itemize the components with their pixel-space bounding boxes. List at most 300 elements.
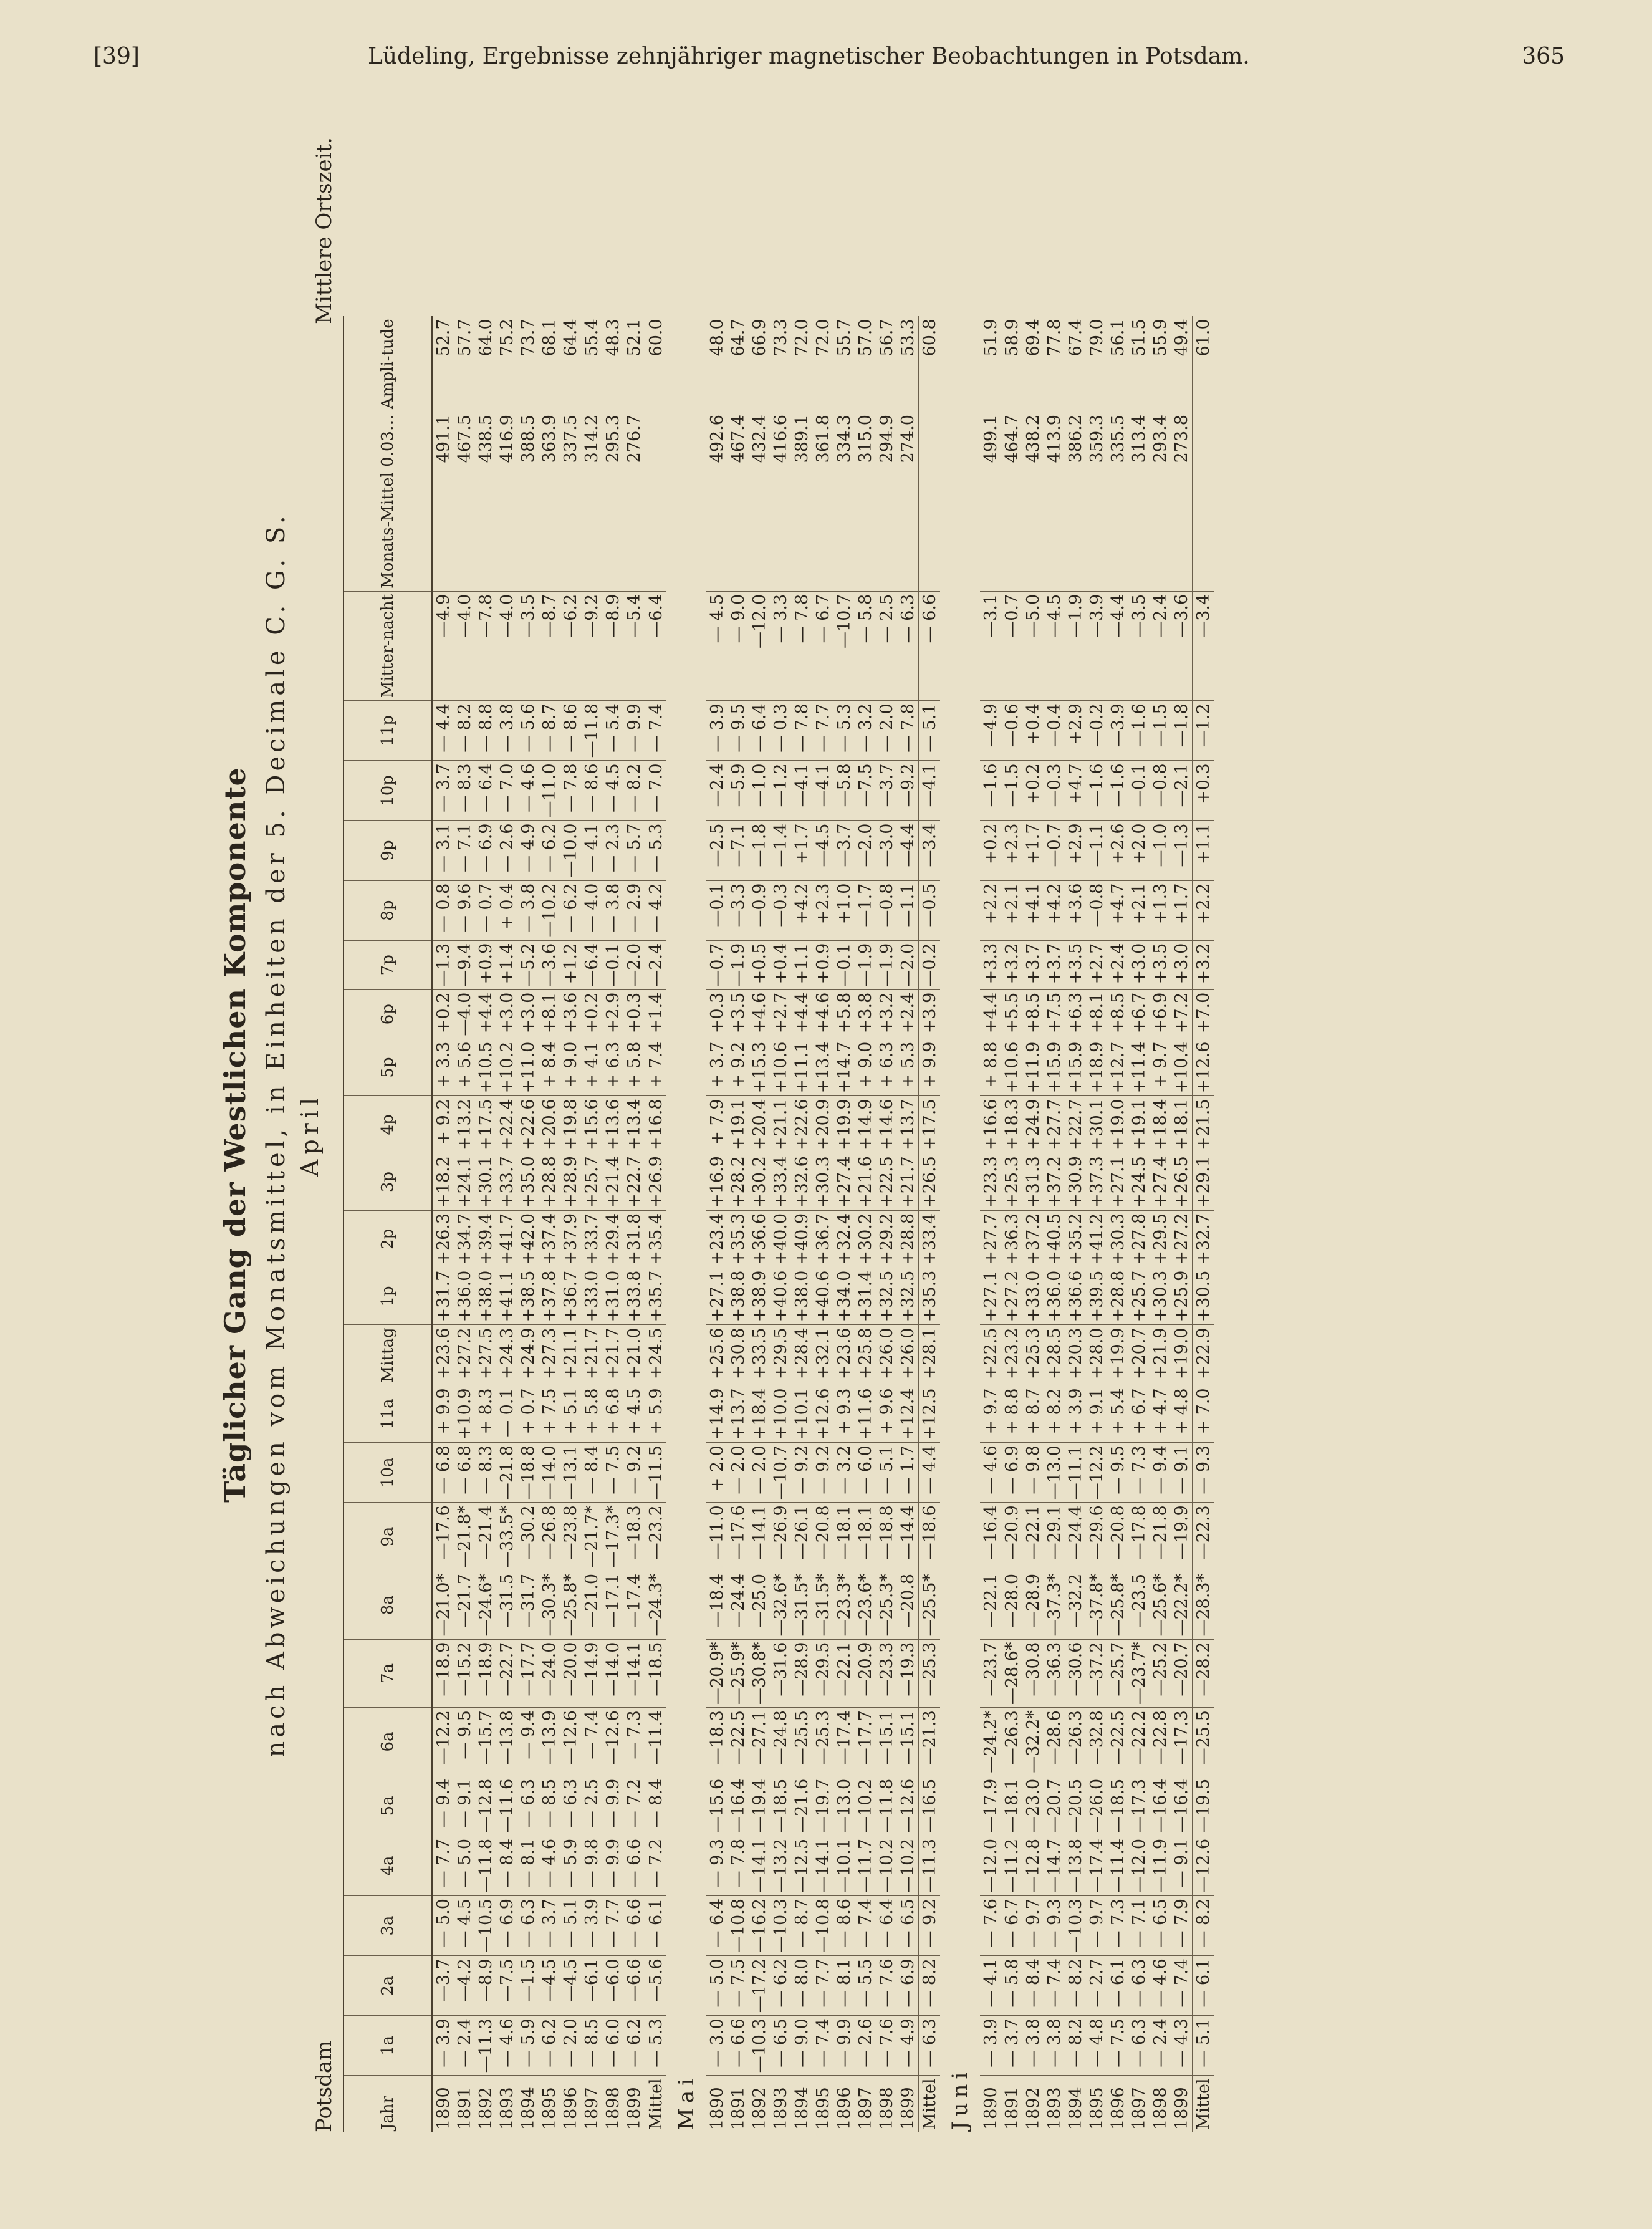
- value-cell: —15.1: [897, 1708, 919, 1776]
- mittel-cell: +29.1: [1193, 1153, 1214, 1211]
- value-cell: 75.2: [496, 316, 517, 412]
- value-cell: —28.9: [791, 1639, 812, 1708]
- value-cell: — 8.6: [833, 1896, 855, 1956]
- value-cell: — 6.1: [1107, 1956, 1128, 2016]
- value-cell: —0.7: [1001, 591, 1022, 700]
- value-cell: 77.8: [1044, 316, 1065, 412]
- value-cell: —4.2: [454, 1956, 475, 2016]
- value-cell: — 8.3: [475, 1443, 496, 1503]
- value-cell: +15.9: [1044, 1039, 1065, 1096]
- value-cell: +37.2: [1044, 1153, 1065, 1211]
- mittel-cell: —18.5: [645, 1639, 667, 1708]
- value-cell: — 9.8: [1022, 1443, 1044, 1503]
- value-cell: — 6.3: [1128, 1956, 1150, 2016]
- value-cell: —18.1: [833, 1503, 855, 1571]
- value-cell: — 2.4: [454, 2016, 475, 2076]
- value-cell: — 9.9: [602, 1776, 623, 1836]
- column-header: Mittag: [343, 1325, 432, 1385]
- value-cell: — 6.2: [539, 821, 560, 880]
- table-row: [454, 316, 475, 2132]
- year-cell: 1893: [1044, 2087, 1064, 2130]
- value-cell: —10.5: [475, 1896, 496, 1956]
- column-header: 10a: [343, 1443, 432, 1503]
- value-cell: —4.1: [812, 761, 833, 821]
- value-cell: —1.3: [1171, 821, 1193, 880]
- value-cell: +4.2: [1044, 880, 1065, 940]
- value-cell: + 8.8: [1001, 1385, 1022, 1443]
- value-cell: +39.5: [1086, 1268, 1107, 1325]
- value-cell: — 4.9: [897, 2016, 919, 2076]
- value-cell: +28.0: [1086, 1325, 1107, 1385]
- value-cell: —0.4: [1044, 701, 1065, 761]
- value-cell: 64.7: [728, 316, 749, 412]
- value-cell: — 2.5: [876, 591, 897, 700]
- value-cell: + 5.6: [454, 1039, 475, 1096]
- value-cell: +4.2: [791, 880, 812, 940]
- value-cell: +38.5: [517, 1268, 539, 1325]
- value-cell: — 9.6: [454, 880, 475, 940]
- value-cell: — 8.4: [496, 1836, 517, 1895]
- value-cell: —14.7: [1044, 1836, 1065, 1895]
- mittel-cell: —16.5: [919, 1776, 941, 1836]
- value-cell: + 3.9: [1065, 1385, 1086, 1443]
- value-cell: — 9.4: [432, 1776, 454, 1836]
- year-cell: 1893: [771, 2087, 790, 2130]
- value-cell: —12.6: [897, 1776, 919, 1836]
- value-cell: — 5.6: [517, 701, 539, 761]
- mittel-cell: 60.8: [919, 316, 941, 412]
- value-cell: — 3.9: [581, 1896, 602, 1956]
- mittel-cell: — 6.6: [919, 591, 941, 700]
- value-cell: — 7.5: [1107, 2016, 1128, 2076]
- value-cell: +38.9: [749, 1268, 770, 1325]
- value-cell: —0.1: [706, 880, 728, 940]
- value-cell: +28.5: [1044, 1325, 1065, 1385]
- value-cell: +35.2: [1065, 1210, 1086, 1268]
- value-cell: — 7.5: [602, 1443, 623, 1503]
- column-header: 7a: [343, 1639, 432, 1708]
- value-cell: —22.2*: [1171, 1571, 1193, 1639]
- value-cell: —12.2: [432, 1708, 454, 1776]
- value-cell: — 5.9: [560, 1836, 581, 1895]
- value-cell: +7.5: [1044, 989, 1065, 1039]
- table-row: [1086, 316, 1107, 2132]
- value-cell: 467.4: [728, 412, 749, 592]
- value-cell: —13.8: [1065, 1836, 1086, 1895]
- value-cell: —0.8: [1150, 761, 1171, 821]
- year-cell: 1898: [876, 2087, 896, 2130]
- value-cell: 48.3: [602, 316, 623, 412]
- value-cell: +14.6: [876, 1096, 897, 1153]
- value-cell: —25.9*: [728, 1639, 749, 1708]
- value-cell: —26.3: [1001, 1708, 1022, 1776]
- value-cell: +14.9: [855, 1096, 876, 1153]
- value-cell: + 5.1: [560, 1385, 581, 1443]
- value-cell: —17.2: [749, 1956, 770, 2016]
- value-cell: —1.0: [1150, 821, 1171, 880]
- year-cell: 1895: [813, 2087, 833, 2130]
- year-cell: 1894: [518, 2087, 538, 2130]
- value-cell: — 6.4: [876, 1896, 897, 1956]
- value-cell: — 4.9: [517, 821, 539, 880]
- value-cell: +10.0: [770, 1385, 791, 1443]
- value-cell: — 8.1: [517, 1836, 539, 1895]
- value-cell: +0.2: [581, 989, 602, 1039]
- value-cell: —1.9: [855, 940, 876, 989]
- value-cell: —2.1: [1171, 761, 1193, 821]
- value-cell: —21.7: [454, 1571, 475, 1639]
- value-cell: +16.6: [980, 1096, 1001, 1153]
- value-cell: — 7.1: [454, 821, 475, 880]
- value-cell: +31.8: [623, 1210, 645, 1268]
- mittel-cell: —25.3: [919, 1639, 941, 1708]
- mittel-cell: —2.4: [645, 940, 667, 989]
- value-cell: —8.9: [602, 591, 623, 700]
- value-cell: —3.7: [833, 821, 855, 880]
- value-cell: + 5.4: [1107, 1385, 1128, 1443]
- value-cell: — 3.7: [539, 1896, 560, 1956]
- value-cell: —0.7: [706, 940, 728, 989]
- value-cell: — 9.2: [812, 1443, 833, 1503]
- value-cell: +25.7: [1128, 1268, 1150, 1325]
- value-cell: +4.7: [1065, 761, 1086, 821]
- mittel-cell: + 9.9: [919, 1039, 941, 1096]
- column-header: 8a: [343, 1571, 432, 1639]
- value-cell: +4.4: [980, 989, 1001, 1039]
- mittel-cell: +26.5: [919, 1153, 941, 1211]
- mittel-cell: —22.3: [1193, 1503, 1214, 1571]
- value-cell: —31.6: [770, 1639, 791, 1708]
- value-cell: +2.9: [1065, 821, 1086, 880]
- value-cell: +13.2: [454, 1096, 475, 1153]
- table-row: [1128, 316, 1150, 2132]
- year-cell: 1894: [1065, 2087, 1085, 2130]
- value-cell: —5.4: [623, 591, 645, 700]
- value-cell: +40.6: [812, 1268, 833, 1325]
- value-cell: +3.0: [496, 989, 517, 1039]
- running-title: Lüdeling, Ergebnisse zehnjähriger magnetischer Beobachtungen in Potsdam.: [368, 44, 1250, 69]
- value-cell: — 3.8: [1022, 2016, 1044, 2076]
- value-cell: +5.8: [833, 989, 855, 1039]
- year-cell: 1896: [1108, 2087, 1128, 2130]
- value-cell: —10.3: [1065, 1896, 1086, 1956]
- value-cell: +23.2: [1001, 1325, 1022, 1385]
- value-cell: +30.2: [749, 1153, 770, 1211]
- value-cell: +27.2: [454, 1325, 475, 1385]
- value-cell: —30.6: [1065, 1639, 1086, 1708]
- value-cell: +6.7: [1128, 989, 1150, 1039]
- value-cell: +17.5: [475, 1096, 496, 1153]
- value-cell: +8.1: [539, 989, 560, 1039]
- mittel-cell: —18.6: [919, 1503, 941, 1571]
- value-cell: —37.8*: [1086, 1571, 1107, 1639]
- value-cell: —30.2: [517, 1503, 539, 1571]
- value-cell: —25.3: [812, 1708, 833, 1776]
- value-cell: 55.7: [833, 316, 855, 412]
- value-cell: —6.0: [602, 1956, 623, 2016]
- value-cell: —14.1: [623, 1639, 645, 1708]
- value-cell: + 8.7: [1022, 1385, 1044, 1443]
- value-cell: — 8.7: [539, 701, 560, 761]
- value-cell: + 6.3: [876, 1039, 897, 1096]
- value-cell: +14.7: [833, 1039, 855, 1096]
- mittel-cell: — 8.2: [919, 1956, 941, 2016]
- value-cell: +25.8: [855, 1325, 876, 1385]
- mittel-cell: +1.4: [645, 989, 667, 1039]
- value-cell: —10.3: [770, 1896, 791, 1956]
- value-cell: +30.3: [1107, 1210, 1128, 1268]
- value-cell: +21.7: [897, 1153, 919, 1211]
- mittel-cell: [919, 412, 941, 592]
- value-cell: 64.0: [475, 316, 496, 412]
- value-cell: — 8.5: [581, 2016, 602, 2076]
- value-cell: — 7.6: [876, 1956, 897, 2016]
- table-subtitle: nach Abweichungen vom Monatsmittel, in Einheiten der 5. Decimale C. G. S.: [262, 512, 291, 1758]
- mittel-cell: — 5.1: [919, 701, 941, 761]
- value-cell: —5.8: [833, 761, 855, 821]
- value-cell: — 9.9: [602, 1836, 623, 1895]
- value-cell: +3.7: [1022, 940, 1044, 989]
- value-cell: —20.8: [897, 1571, 919, 1639]
- value-cell: —0.1: [833, 940, 855, 989]
- value-cell: —16.4: [1171, 1776, 1193, 1836]
- value-cell: — 7.4: [855, 1896, 876, 1956]
- value-cell: — 6.2: [623, 2016, 645, 2076]
- value-cell: —0.9: [749, 880, 770, 940]
- value-cell: — 7.0: [496, 761, 517, 821]
- value-cell: — 5.0: [454, 1836, 475, 1895]
- value-cell: —24.6*: [475, 1571, 496, 1639]
- value-cell: + 0.7: [517, 1385, 539, 1443]
- mittel-cell: +35.7: [645, 1268, 667, 1325]
- value-cell: +2.7: [770, 989, 791, 1039]
- value-cell: — 5.1: [876, 1443, 897, 1503]
- value-cell: +27.5: [475, 1325, 496, 1385]
- value-cell: — 9.7: [1086, 1896, 1107, 1956]
- value-cell: —0.3: [1044, 761, 1065, 821]
- value-cell: — 9.9: [833, 2016, 855, 2076]
- value-cell: +37.4: [539, 1210, 560, 1268]
- value-cell: —15.2: [454, 1639, 475, 1708]
- value-cell: +4.7: [1107, 880, 1128, 940]
- value-cell: —22.1: [980, 1571, 1001, 1639]
- value-cell: +4.6: [749, 989, 770, 1039]
- value-cell: —12.8: [475, 1776, 496, 1836]
- value-cell: —4.5: [812, 821, 833, 880]
- value-cell: —1.9: [728, 940, 749, 989]
- value-cell: — 5.4: [602, 701, 623, 761]
- mittel-cell: +32.7: [1193, 1210, 1214, 1268]
- value-cell: +0.4: [770, 940, 791, 989]
- value-cell: —0.7: [1044, 821, 1065, 880]
- value-cell: +18.4: [1150, 1096, 1171, 1153]
- value-cell: +37.2: [1022, 1210, 1044, 1268]
- value-cell: +24.9: [1022, 1096, 1044, 1153]
- value-cell: —19.4: [749, 1776, 770, 1836]
- value-cell: —3.6: [1171, 591, 1193, 700]
- value-cell: —0.2: [1086, 701, 1107, 761]
- value-cell: 57.0: [855, 316, 876, 412]
- value-cell: — 4.6: [517, 761, 539, 821]
- value-cell: — 4.6: [1150, 1956, 1171, 2016]
- value-cell: 49.4: [1171, 316, 1193, 412]
- value-cell: —4.5: [560, 1956, 581, 2016]
- value-cell: —12.2: [1086, 1443, 1107, 1503]
- value-cell: +19.0: [1107, 1096, 1128, 1153]
- value-cell: +13.6: [602, 1096, 623, 1153]
- value-cell: —37.2: [1086, 1639, 1107, 1708]
- value-cell: —13.0: [833, 1776, 855, 1836]
- value-cell: —20.9: [1001, 1503, 1022, 1571]
- value-cell: +4.6: [812, 989, 833, 1039]
- value-cell: +22.7: [623, 1153, 645, 1211]
- value-cell: +30.2: [855, 1210, 876, 1268]
- value-cell: —1.6: [1107, 761, 1128, 821]
- value-cell: +24.1: [454, 1153, 475, 1211]
- value-cell: +23.6: [833, 1325, 855, 1385]
- value-cell: —1.5: [1001, 761, 1022, 821]
- value-cell: +10.6: [770, 1039, 791, 1096]
- value-cell: +3.5: [728, 989, 749, 1039]
- value-cell: — 7.3: [1128, 1443, 1150, 1503]
- value-cell: +26.0: [876, 1325, 897, 1385]
- year-cell: 1897: [582, 2087, 602, 2130]
- value-cell: — 3.9: [432, 2016, 454, 2076]
- value-cell: —11.8: [581, 701, 602, 761]
- value-cell: — 6.2: [560, 880, 581, 940]
- value-cell: — 8.8: [475, 701, 496, 761]
- value-cell: —12.0: [749, 591, 770, 700]
- value-cell: —1.9: [1065, 591, 1086, 700]
- value-cell: — 9.1: [1171, 1443, 1193, 1503]
- value-cell: — 7.7: [812, 701, 833, 761]
- value-cell: — 9.2: [623, 1443, 645, 1503]
- value-cell: 273.8: [1171, 412, 1193, 592]
- value-cell: —8.9: [475, 1956, 496, 2016]
- year-cell: 1894: [792, 2087, 812, 2130]
- value-cell: —23.5: [1128, 1571, 1150, 1639]
- value-cell: — 7.8: [791, 591, 812, 700]
- month-label: Mai: [674, 2074, 699, 2130]
- value-cell: +28.8: [539, 1153, 560, 1211]
- mittel-cell: +21.5: [1193, 1096, 1214, 1153]
- table-row: [496, 316, 517, 2132]
- value-cell: 57.7: [454, 316, 475, 412]
- value-cell: —12.8: [1022, 1836, 1044, 1895]
- value-cell: +20.6: [539, 1096, 560, 1153]
- value-cell: — 8.4: [581, 1443, 602, 1503]
- value-cell: + 7.9: [706, 1096, 728, 1153]
- table-row: [1171, 316, 1193, 2132]
- value-cell: —9.4: [454, 940, 475, 989]
- value-cell: 69.4: [1022, 316, 1044, 412]
- value-cell: —15.7: [475, 1708, 496, 1776]
- value-cell: —22.2: [1128, 1708, 1150, 1776]
- value-cell: —18.9: [475, 1639, 496, 1708]
- value-cell: —18.3: [706, 1708, 728, 1776]
- value-cell: —11.9: [1150, 1836, 1171, 1895]
- month-label: Juni: [948, 2067, 972, 2130]
- value-cell: —20.9*: [706, 1639, 728, 1708]
- value-cell: —32.8: [1086, 1708, 1107, 1776]
- value-cell: —1.6: [1128, 701, 1150, 761]
- value-cell: —3.0: [876, 821, 897, 880]
- year-cell: 1897: [1129, 2087, 1149, 2130]
- value-cell: — 8.4: [1022, 1956, 1044, 2016]
- value-cell: — 5.9: [517, 2016, 539, 2076]
- value-cell: +21.7: [602, 1325, 623, 1385]
- table-row: [1065, 316, 1086, 2132]
- value-cell: —8.7: [539, 591, 560, 700]
- value-cell: — 7.6: [876, 2016, 897, 2076]
- value-cell: +26.5: [1171, 1153, 1193, 1211]
- value-cell: + 3.3: [432, 1039, 454, 1096]
- value-cell: —28.0: [1001, 1571, 1022, 1639]
- mittel-cell: — 5.3: [645, 821, 667, 880]
- value-cell: +33.0: [1022, 1268, 1044, 1325]
- mittel-cell: +3.9: [919, 989, 941, 1039]
- year-cell: 1899: [624, 2087, 644, 2130]
- value-cell: —6.2: [560, 591, 581, 700]
- value-cell: —20.8: [1107, 1503, 1128, 1571]
- value-cell: 52.7: [432, 316, 454, 412]
- value-cell: + 9.2: [728, 1039, 749, 1096]
- mittel-cell: +2.2: [1193, 880, 1214, 940]
- value-cell: +3.6: [560, 989, 581, 1039]
- value-cell: — 3.8: [1044, 2016, 1065, 2076]
- value-cell: —31.7: [517, 1571, 539, 1639]
- value-cell: +10.5: [475, 1039, 496, 1096]
- value-cell: — 6.4: [749, 701, 770, 761]
- value-cell: —29.1: [1044, 1503, 1065, 1571]
- value-cell: —17.1: [602, 1571, 623, 1639]
- value-cell: —11.3: [475, 2016, 496, 2076]
- value-cell: 73.7: [517, 316, 539, 412]
- value-cell: —4.0: [454, 591, 475, 700]
- mittel-cell: +24.5: [645, 1325, 667, 1385]
- value-cell: — 3.1: [432, 821, 454, 880]
- mittel-cell: —25.5: [1193, 1708, 1214, 1776]
- value-cell: — 7.7: [602, 1896, 623, 1956]
- value-cell: +12.7: [1107, 1039, 1128, 1096]
- value-cell: — 4.1: [581, 821, 602, 880]
- value-cell: — 7.5: [728, 1956, 749, 2016]
- value-cell: +21.4: [602, 1153, 623, 1211]
- value-cell: — 6.9: [1001, 1443, 1022, 1503]
- table-row: [876, 316, 897, 2132]
- value-cell: — 5.8: [855, 591, 876, 700]
- value-cell: +27.2: [1171, 1210, 1193, 1268]
- value-cell: — 8.7: [791, 1896, 812, 1956]
- value-cell: —20.7: [1171, 1639, 1193, 1708]
- column-header: 1a: [343, 2016, 432, 2076]
- value-cell: — 8.2: [1065, 1956, 1086, 2016]
- mittel-cell: — 5.3: [645, 2016, 667, 2076]
- value-cell: 438.2: [1022, 412, 1044, 592]
- value-cell: — 8.6: [560, 701, 581, 761]
- value-cell: +30.1: [475, 1153, 496, 1211]
- value-cell: + 5.8: [581, 1385, 602, 1443]
- value-cell: —14.1: [812, 1836, 833, 1895]
- value-cell: — 7.3: [1107, 1896, 1128, 1956]
- value-cell: +24.3: [496, 1325, 517, 1385]
- value-cell: +3.5: [1065, 940, 1086, 989]
- value-cell: +10.9: [454, 1385, 475, 1443]
- value-cell: +28.4: [791, 1325, 812, 1385]
- value-cell: +36.6: [749, 1210, 770, 1268]
- value-cell: —13.1: [560, 1443, 581, 1503]
- value-cell: — 2.6: [496, 821, 517, 880]
